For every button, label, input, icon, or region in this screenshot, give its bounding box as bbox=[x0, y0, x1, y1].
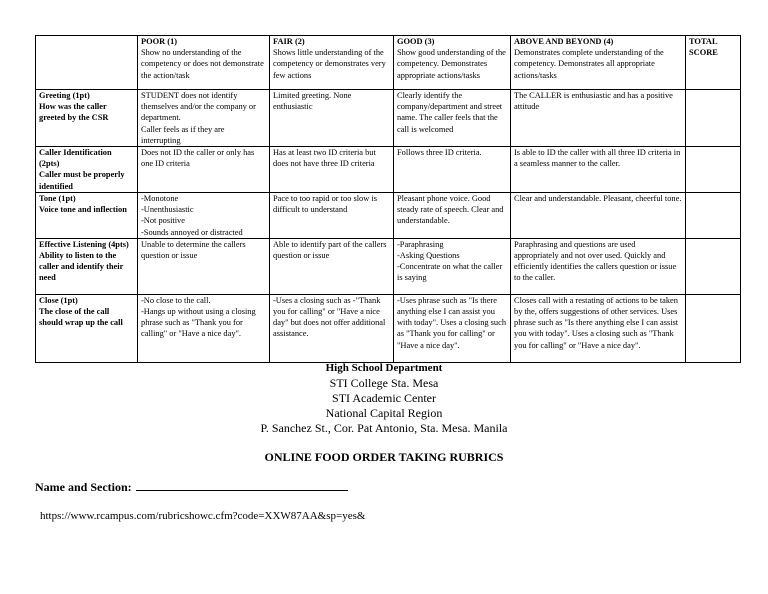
score-cell[interactable] bbox=[686, 238, 741, 294]
good-cell bbox=[394, 90, 511, 147]
good-cell bbox=[394, 147, 511, 193]
criterion-cell bbox=[36, 294, 138, 362]
table-row bbox=[36, 90, 741, 147]
cell-line: Pleasant phone voice. Good steady rate of speech. Clear and understandable. bbox=[397, 194, 504, 226]
department-name: High School Department bbox=[325, 362, 443, 374]
fair-cell bbox=[270, 90, 394, 147]
cell-line: -Not positive bbox=[141, 216, 185, 226]
criterion-title: Effective Listening (4pts) bbox=[39, 239, 129, 249]
score-cell[interactable] bbox=[686, 193, 741, 239]
cell-line: -Unenthusiastic bbox=[141, 205, 194, 215]
poor-title: POOR (1) bbox=[141, 37, 178, 46]
criterion-cell bbox=[36, 238, 138, 294]
cell-line: The CALLER is enthusiastic and has a positive attitude bbox=[514, 91, 673, 112]
address: P. Sanchez St., Cor. Pat Antonio, Sta. Mesa. Manila bbox=[260, 421, 508, 435]
criterion-title: Caller Identification (2pts) bbox=[39, 148, 112, 169]
criterion-cell bbox=[36, 193, 138, 239]
above-cell bbox=[511, 193, 686, 239]
criterion-desc: Caller must be properly identified bbox=[39, 170, 125, 191]
above-title: ABOVE AND BEYOND (4) bbox=[514, 37, 614, 46]
above-cell bbox=[511, 238, 686, 294]
criterion-title: Tone (1pt) bbox=[39, 194, 76, 204]
school-name: STI College Sta. Mesa bbox=[329, 376, 439, 390]
poor-desc: Show no understanding of the competency or does not demonstrate the action/task bbox=[141, 48, 264, 80]
source-url: https://www.rcampus.com/rubricshowc.cfm?code=XXW87AA&sp=yes& bbox=[40, 510, 366, 522]
cell-line: Clear and understandable. Pleasant, cheerful tone. bbox=[514, 194, 682, 204]
rubric-title: ONLINE FOOD ORDER TAKING RUBRICS bbox=[264, 450, 504, 464]
fair-cell bbox=[270, 238, 394, 294]
cell-line: Unable to determine the callers question or issue bbox=[141, 239, 246, 261]
cell-line: STUDENT does not identify themselves and/or the company or department. bbox=[141, 91, 256, 123]
good-title: GOOD (3) bbox=[397, 37, 435, 46]
poor-cell bbox=[138, 294, 270, 362]
header-fair bbox=[270, 36, 394, 90]
table-row bbox=[36, 147, 741, 193]
cell-line: Caller feels as if they are interrupting bbox=[141, 124, 225, 145]
cell-line: -Uses a closing such as -"Thank you for calling" or "Have a nice day" but does not offer additional assistance. bbox=[273, 295, 386, 339]
cell-line: -Concentrate on what the caller is saying bbox=[397, 262, 503, 283]
rubric-table bbox=[35, 35, 741, 363]
header-above bbox=[511, 36, 686, 90]
above-cell bbox=[511, 294, 686, 362]
table-row bbox=[36, 294, 741, 362]
cell-line: Pace to too rapid or too slow is difficult to understand bbox=[273, 194, 377, 215]
cell-line: -Monotone bbox=[141, 194, 179, 204]
fair-cell bbox=[270, 147, 394, 193]
name-section-label: Name and Section: bbox=[35, 480, 132, 494]
criterion-desc: Voice tone and inflection bbox=[39, 205, 127, 215]
region: National Capital Region bbox=[325, 406, 443, 420]
score-cell[interactable] bbox=[686, 90, 741, 147]
score-cell[interactable] bbox=[686, 294, 741, 362]
criterion-cell bbox=[36, 90, 138, 147]
cell-line: Follows three ID criteria. bbox=[397, 148, 482, 158]
cell-line: Closes call with a restating of actions to be taken by the, offers suggestions of other services. Uses phrase such as "Is there anything else I can assist you with today". Uses a closing such as "Thank you for calling" or "Have a nice day". bbox=[514, 295, 679, 350]
criterion-desc: How was the caller greeted by the CSR bbox=[39, 102, 109, 123]
cell-line: Paraphrasing and questions are used appropriately and not over used. Quickly and efficiently identifies the callers question or issue to the caller. bbox=[514, 239, 677, 283]
name-section-field[interactable] bbox=[136, 478, 348, 491]
cell-line: Is able to ID the caller with all three ID criteria in a seamless manner to the caller. bbox=[514, 148, 681, 169]
table-row bbox=[36, 238, 741, 294]
header-row bbox=[36, 36, 741, 90]
cell-line: Does not ID the caller or only has one ID criteria bbox=[141, 148, 255, 169]
poor-cell bbox=[138, 238, 270, 294]
fair-title: FAIR (2) bbox=[273, 37, 305, 46]
criterion-title: Greeting (1pt) bbox=[39, 91, 90, 100]
cell-line: Has at least two ID criteria but does not have three ID criteria bbox=[273, 148, 376, 169]
table-row bbox=[36, 193, 741, 239]
criterion-cell bbox=[36, 147, 138, 193]
above-cell bbox=[511, 147, 686, 193]
fair-cell bbox=[270, 294, 394, 362]
header-poor bbox=[138, 36, 270, 90]
good-cell bbox=[394, 238, 511, 294]
good-desc: Show good understanding of the competency. Demonstrates appropriate actions/tasks bbox=[397, 48, 506, 80]
good-cell bbox=[394, 193, 511, 239]
good-cell bbox=[394, 294, 511, 362]
cell-line: Able to identify part of the callers question or issue bbox=[273, 239, 387, 261]
header-good bbox=[394, 36, 511, 90]
fair-cell bbox=[270, 193, 394, 239]
fair-desc: Shows little understanding of the competency or demonstrates very few actions bbox=[273, 48, 386, 80]
above-desc: Demonstrates complete understanding of the competency. Demonstrates all appropriate actions/tasks bbox=[514, 48, 664, 80]
total-score-title: TOTAL SCORE bbox=[689, 37, 718, 58]
criterion-desc: Ability to listen to the caller and identify their need bbox=[39, 251, 124, 283]
name-section-row bbox=[35, 478, 348, 495]
cell-line: -Sounds annoyed or distracted bbox=[141, 227, 243, 237]
poor-cell bbox=[138, 147, 270, 193]
above-cell bbox=[511, 90, 686, 147]
cell-line: Clearly identify the company/department and street name. The caller feels that the call is welcomed bbox=[397, 91, 503, 134]
academic-center: STI Academic Center bbox=[332, 391, 436, 405]
header-total bbox=[686, 36, 741, 90]
header-blank-cell bbox=[36, 36, 138, 90]
poor-cell bbox=[138, 90, 270, 147]
cell-line: -Hangs up without using a closing phrase such as "Thank you for calling" or "Have a nice day". bbox=[141, 307, 256, 339]
cell-line: -No close to the call. bbox=[141, 295, 211, 305]
cell-line: Limited greeting. None enthusiastic bbox=[273, 91, 352, 112]
poor-cell bbox=[138, 193, 270, 239]
cell-line: -Paraphrasing bbox=[397, 239, 444, 249]
cell-line: -Uses phrase such as "Is there anything else I can assist you with today". Uses a closing such as "Thank you for calling" or "Have a nice day". bbox=[397, 295, 507, 350]
criterion-title: Close (1pt) bbox=[39, 295, 78, 305]
cell-line: -Asking Questions bbox=[397, 251, 460, 261]
criterion-desc: The close of the call should wrap up the call bbox=[39, 307, 123, 328]
score-cell[interactable] bbox=[686, 147, 741, 193]
